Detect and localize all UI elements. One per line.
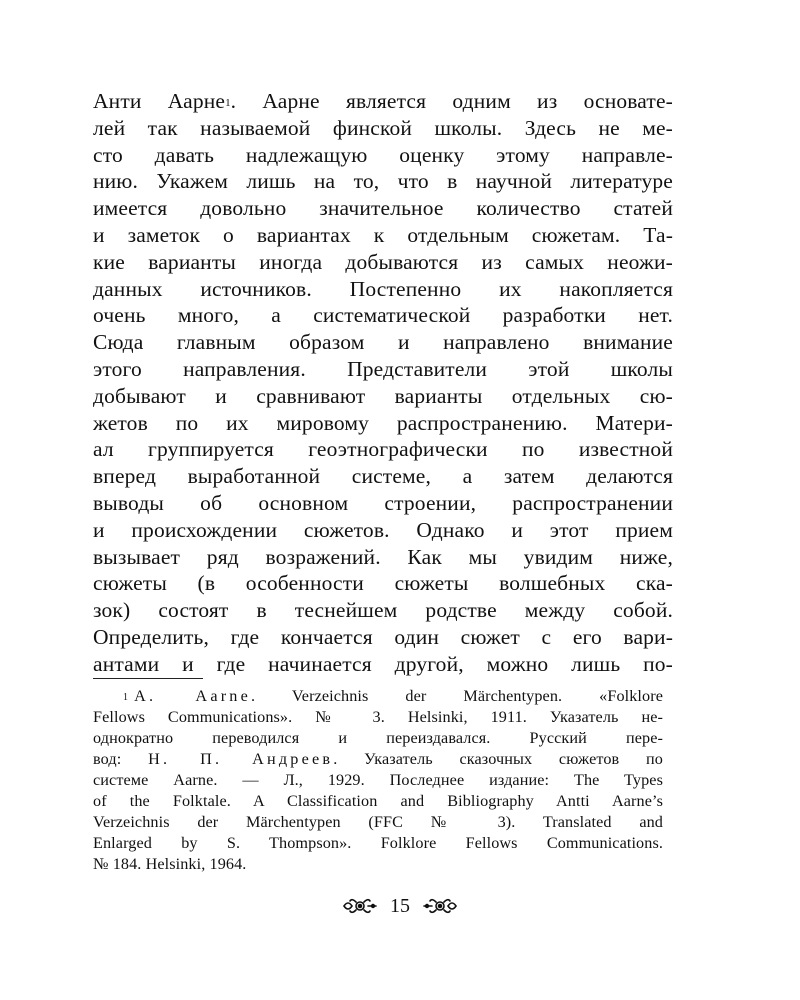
footnote-reference[interactable]: 1 [225,97,231,109]
right-ornament-icon [422,896,458,916]
footnote-author-aarne: A. Aarne [134,687,251,705]
text-line-1 [93,88,673,115]
page-footer [0,894,800,918]
main-text-block [93,88,673,678]
footnote-line-6: of the Folktale. A Classification and Bibliography Antti Aarne’s [93,792,663,810]
footnote-line-8: Enlarged by S. Thompson». Folklore Fellows Communications. [93,834,663,852]
footnote-line-1-rest: . Verzeichnis der Märchentypen. «Folklore [250,687,663,705]
text-line-17: и происхождении сюжетов. Однако и этот прием [93,517,673,542]
text-line-22: антами и где начинается другой, можно лишь по- [93,651,673,676]
text-line-2: лей так называемой финской школы. Здесь не ме- [93,115,673,140]
text-line-7: кие варианты иногда добываются из самых неожи- [93,249,673,274]
text-line-11: этого направления. Представители этой школы [93,356,673,381]
text-line-20: зок) состоят в теснейшем родстве между собой. [93,598,673,623]
footnote-marker: 1 [123,692,129,703]
footnote-line-5: системе Aarne. — Л., 1929. Последнее издание: The Types [93,771,663,789]
text-line-14: ал группируется геоэтнографически по известной [93,437,673,462]
footnote-line-7: Verzeichnis der Märchentypen (FFC № 3). Translated and [93,813,663,831]
text-line-1-start: Анти Аарне [93,89,226,113]
text-line-16: выводы об основном строении, распространении [93,490,673,515]
text-line-18: вызывает ряд возражений. Как мы увидим ниже, [93,544,673,569]
footnote-divider [93,678,203,679]
text-line-21: Определить, где кончается один сюжет с его вари- [93,624,673,649]
text-line-19: сюжеты (в особенности сюжеты волшебных ска- [93,571,673,596]
footnote-line-4-pre: вод: [93,750,149,768]
text-line-8: данных источников. Постепенно их накопляется [93,276,673,301]
left-ornament-icon [342,896,378,916]
footnote-line-9: № 184. Helsinki, 1964. [93,855,247,873]
text-line-1-end: . Аарне является одним из основате- [230,89,673,113]
footnote-line-4-rest: . Указатель сказочных сюжетов по [333,750,663,768]
footnote-author-andreev: Н. П. Андреев [148,750,334,768]
footnote-line-4 [93,749,663,770]
text-line-6: и заметок о вариантах к отдельным сюжетам. Та- [93,222,673,247]
text-line-9: очень много, а систематической разработки нет. [93,303,673,328]
page-number: 15 [390,895,410,917]
text-line-10: Сюда главным образом и направлено внимание [93,330,673,355]
text-line-12: добывают и сравнивают варианты отдельных сю- [93,383,673,408]
footnote-line-1 [93,686,663,707]
text-line-13: жетов по их мировому распространению. Матери- [93,410,673,435]
text-line-4: нию. Укажем лишь на то, что в научной литературе [93,169,673,194]
text-line-15: вперед выработанной системе, а затем делаются [93,464,673,489]
text-line-3: сто давать надлежащую оценку этому направле- [93,142,673,167]
text-line-5: имеется довольно значительное количество статей [93,196,673,221]
footnote-line-2: Fellows Communications». № 3. Helsinki, 1911. Указатель не- [93,708,663,726]
footnote-line-3: однократно переводился и переиздавался. Русский пере- [93,729,663,747]
footnote-block [93,686,663,875]
